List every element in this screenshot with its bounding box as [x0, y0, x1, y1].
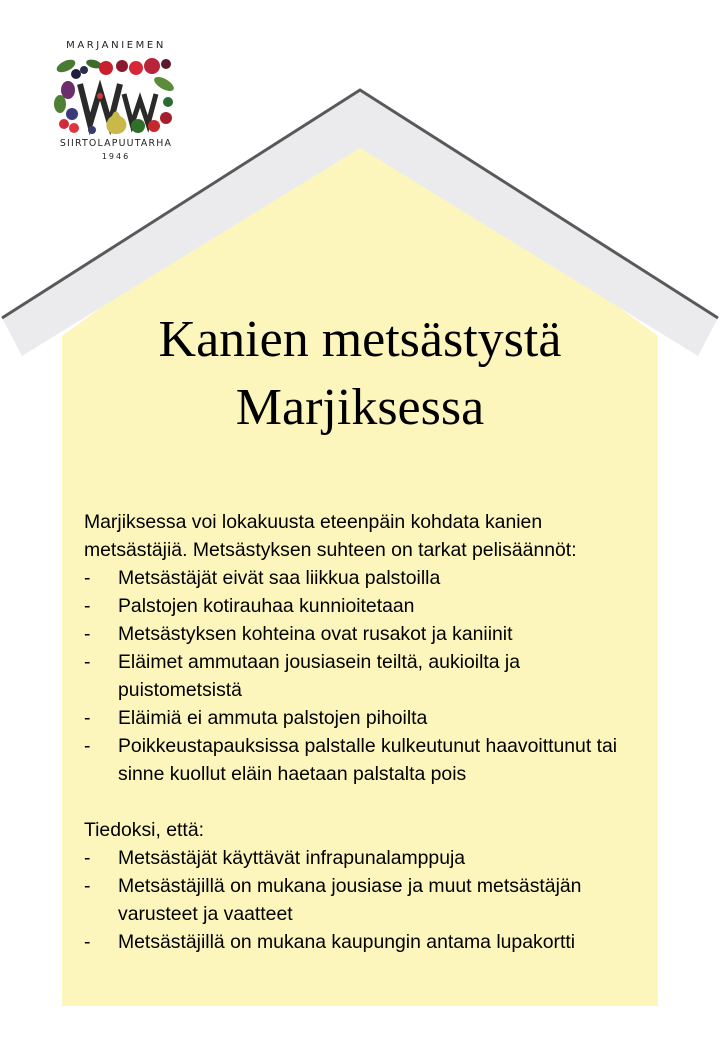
logo-name-top: MARJANIEMEN [66, 40, 166, 51]
rule-item: - Metsästyksen kohteina ovat rusakot ja kaniinit [84, 620, 650, 648]
note-item: - Metsästäjillä on mukana kaupungin antama lupakortti [84, 928, 650, 956]
garden-logo [52, 38, 180, 180]
spacer [84, 788, 650, 816]
intro-line-1: Marjiksessa voi lokakuusta eteenpäin kohdata kanien [84, 511, 543, 533]
rule-item: - Poikkeustapauksissa palstalle kulkeutunut haavoittunut tai sinne kuollut eläin haetaan palstalta pois [84, 732, 630, 788]
page-title [60, 306, 660, 442]
notice-content [84, 508, 650, 956]
fruit-illustration [54, 54, 178, 138]
intro-line-2: metsästäjiä. Metsästyksen suhteen on tarkat pelisäännöt: [84, 539, 577, 561]
logo-name-bottom: SIIRTOLAPUUTARHA [59, 138, 173, 149]
notes-list [84, 844, 650, 956]
notes-heading: Tiedoksi, että: [84, 819, 204, 841]
rule-item: - Eläimet ammutaan jousiasein teiltä, aukioilta ja puistometsistä [84, 648, 558, 704]
logo-year: 1946 [101, 152, 131, 161]
rules-list [84, 564, 650, 788]
note-item: - Metsästäjät käyttävät infrapunalamppuja [84, 844, 650, 872]
note-item: - Metsästäjillä on mukana jousiase ja muut metsästäjän varusteet ja vaatteet [84, 872, 658, 928]
title-line-1: Kanien metsästystä [158, 311, 562, 368]
rule-item: - Eläimiä ei ammuta palstojen pihoilta [84, 704, 650, 732]
rule-item: - Metsästäjät eivät saa liikkua palstoilla [84, 564, 650, 592]
title-line-2: Marjiksessa [235, 379, 485, 436]
rule-item: - Palstojen kotirauhaa kunnioitetaan [84, 592, 650, 620]
